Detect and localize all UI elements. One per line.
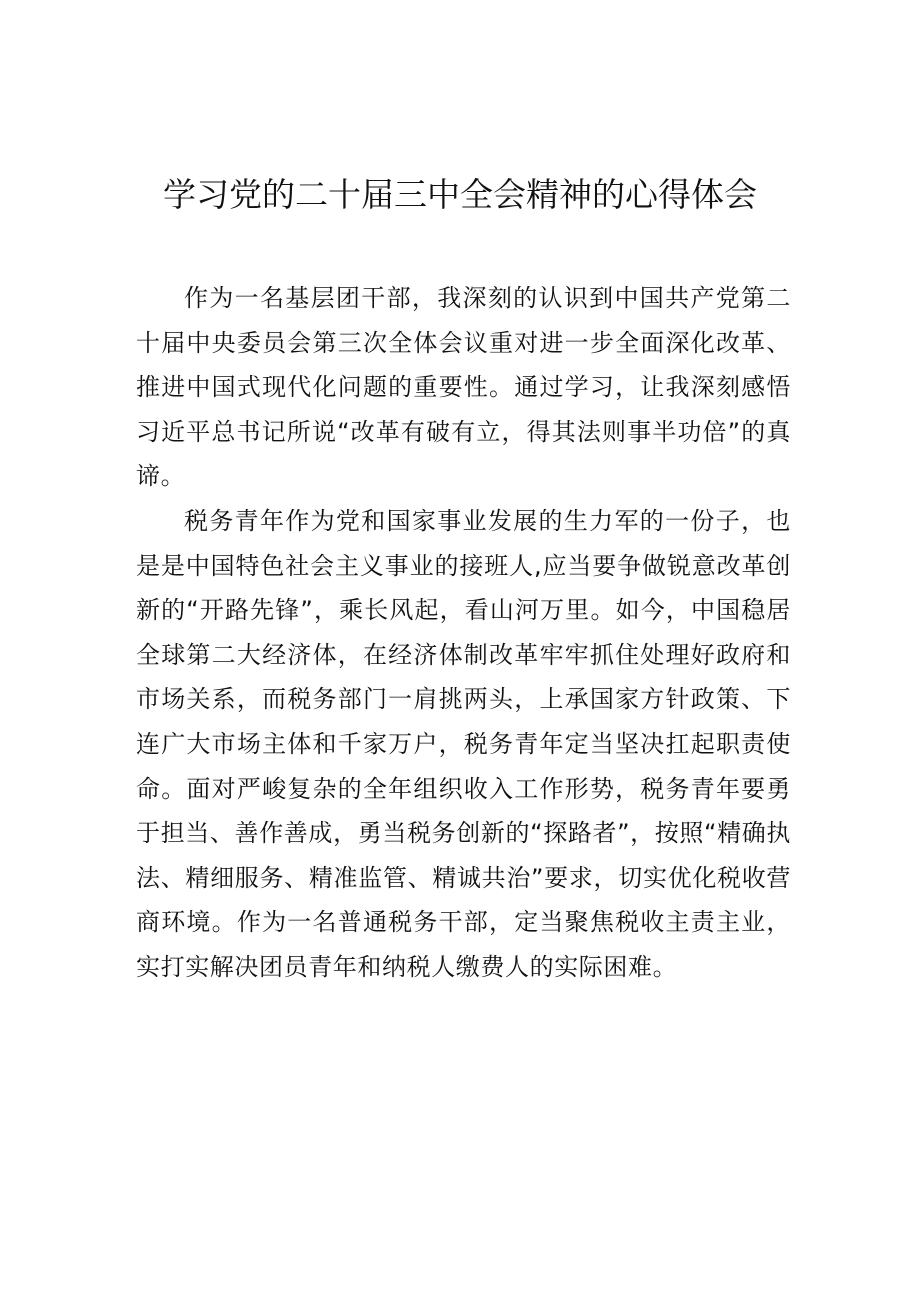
- document-body: [136, 276, 791, 990]
- paragraph-2: 税务青年作为党和国家事业发展的生力军的一份子，也是是中国特色社会主义事业的接班人,应当要争做锐意改革创新的“开路先锋”，乘长风起，看山河万里。如今，中国稳居全球第二大经济体，在经济体制改革牢牢抓住处理好政府和市场关系，而税务部门一肩挑两头，上承国家方针政策、下连广大市场主体和千家万户，税务青年定当坚决扛起职责使命。面对严峻复杂的全年组织收入工作形势，税务青年要勇于担当、善作善成，勇当税务创新的“探路者”，按照“精确执法、精细服务、精准监管、精诚共治”要求，切实优化税收营商环境。作为一名普通税务干部，定当聚焦税收主责主业，实打实解决团员青年和纳税人缴费人的实际困难。: [136, 506, 791, 981]
- paragraph-1: 作为一名基层团干部，我深刻的认识到中国共产党第二十届中央委员会第三次全体会议重对进一步全面深化改革、推进中国式现代化问题的重要性。通过学习，让我深刻感悟习近平总书记所说“改革有破有立，得其法则事半功倍”的真谛。: [136, 284, 791, 491]
- document-title: 学习党的二十届三中全会精神的心得体会: [163, 175, 757, 214]
